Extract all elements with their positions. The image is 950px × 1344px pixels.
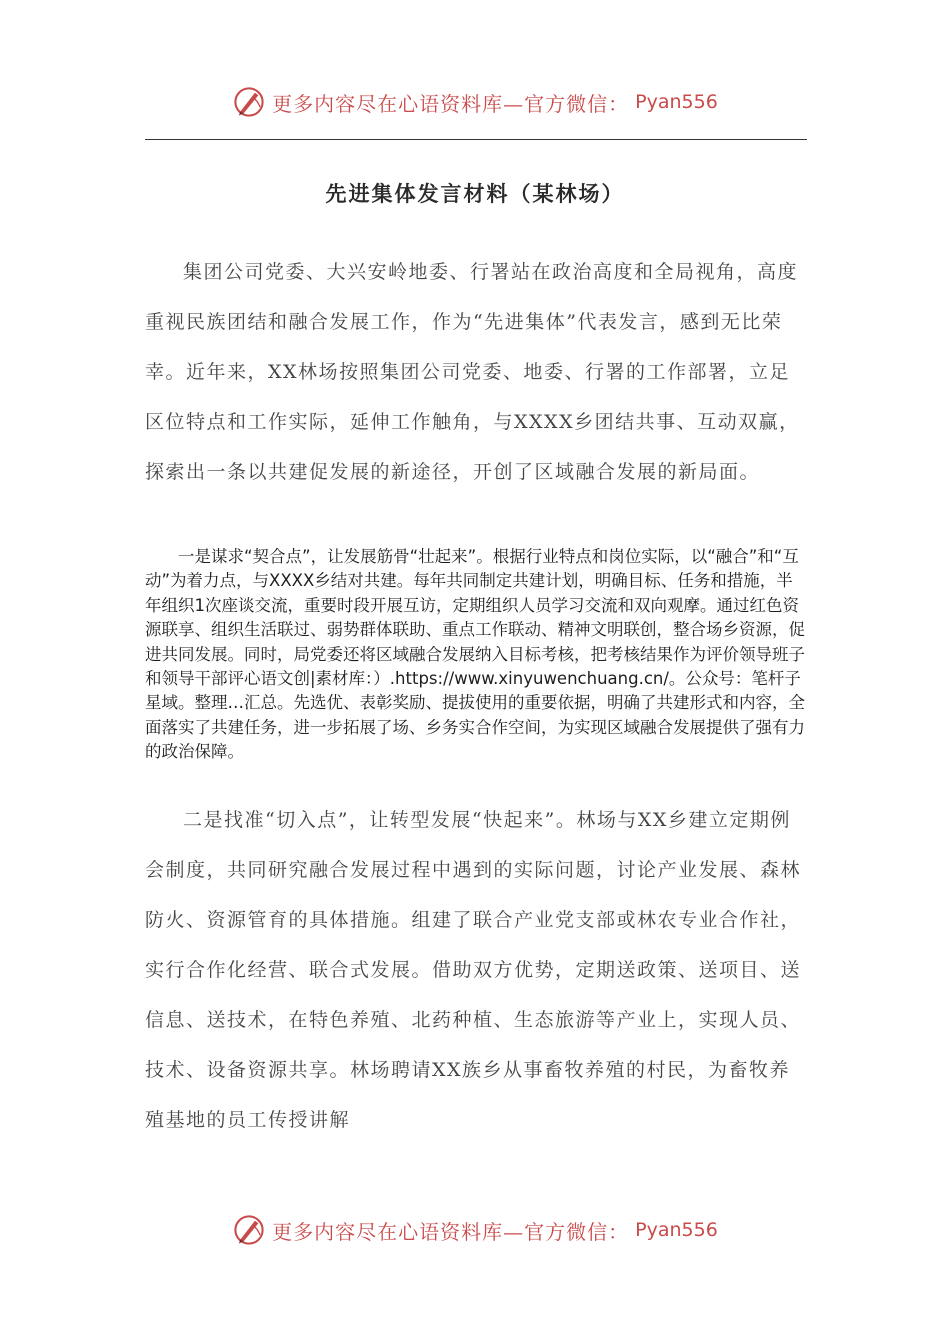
- brand-wechat-id: Pyan556: [635, 91, 718, 113]
- brand-banner: [232, 1213, 718, 1247]
- paragraph-intro: 集团公司党委、大兴安岭地委、行署站在政治高度和全局视角，高度重视民族团结和融合发展工作，作为“先进集体”代表发言，感到无比荣幸。近年来，XX林场按照集团公司党委、地委、行署的工作部署，立足区位特点和工作实际，延伸工作触角，与XXXX乡团结共事、互动双赢，探索出一条以共建促发展的新途径，开创了区域融合发展的新局面。: [145, 261, 800, 483]
- paragraph-point-one: 一是谋求“契合点”，让发展筋骨“壮起来”。根据行业特点和岗位实际，以“融合”和“互动”为着力点，与XXXX乡结对共建。每年共同制定共建计划，明确目标、任务和措施，半年组织1次座谈交流，重要时段开展互访，定期组织人员学习交流和双向观摩。通过红色资源联享、组织生活联过、弱势群体联助、重点工作联动、精神文明联创，整合场乡资源，促进共同发展。同时，局党委还将区域融合发展纳入目标考核，把考核结果作为评价领导班子和领导干部评心语文创|素材库：）.https://www.xinyuwenchuang.cn/。公众号：笔杆子星域。整理…汇总。先选优、表彰奖励、提拔使用的重要依据，明确了共建形式和内容，全面落实了共建任务，进一步拓展了场、乡务实合作空间，为实现区域融合发展提供了强有力的政治保障。: [145, 547, 805, 762]
- brand-banner: [232, 85, 718, 119]
- header-divider: [145, 139, 807, 140]
- brand-text: 更多内容尽在心语资料库—官方微信：: [272, 91, 630, 116]
- pen-logo-icon: [232, 85, 266, 119]
- pen-logo-icon: [232, 1213, 266, 1247]
- brand-wechat-id: Pyan556: [635, 1219, 718, 1241]
- brand-text: 更多内容尽在心语资料库—官方微信：: [272, 1219, 630, 1244]
- document-title: 先进集体发言材料（某林场）: [325, 181, 625, 206]
- page-header: [0, 82, 950, 122]
- paragraph-point-two: 二是找准“切入点”，让转型发展“快起来”。林场与XX乡建立定期例会制度，共同研究融合发展过程中遇到的实际问题，讨论产业发展、森林防火、资源管育的具体措施。组建了联合产业党支部或林农专业合作社，实行合作化经营、联合式发展。借助双方优势，定期送政策、送项目、送信息、送技术，在特色养殖、北药种植、生态旅游等产业上，实现人员、技术、设备资源共享。林场聘请XX族乡从事畜牧养殖的村民，为畜牧养殖基地的员工传授讲解: [145, 809, 802, 1131]
- page-footer: [0, 1210, 950, 1250]
